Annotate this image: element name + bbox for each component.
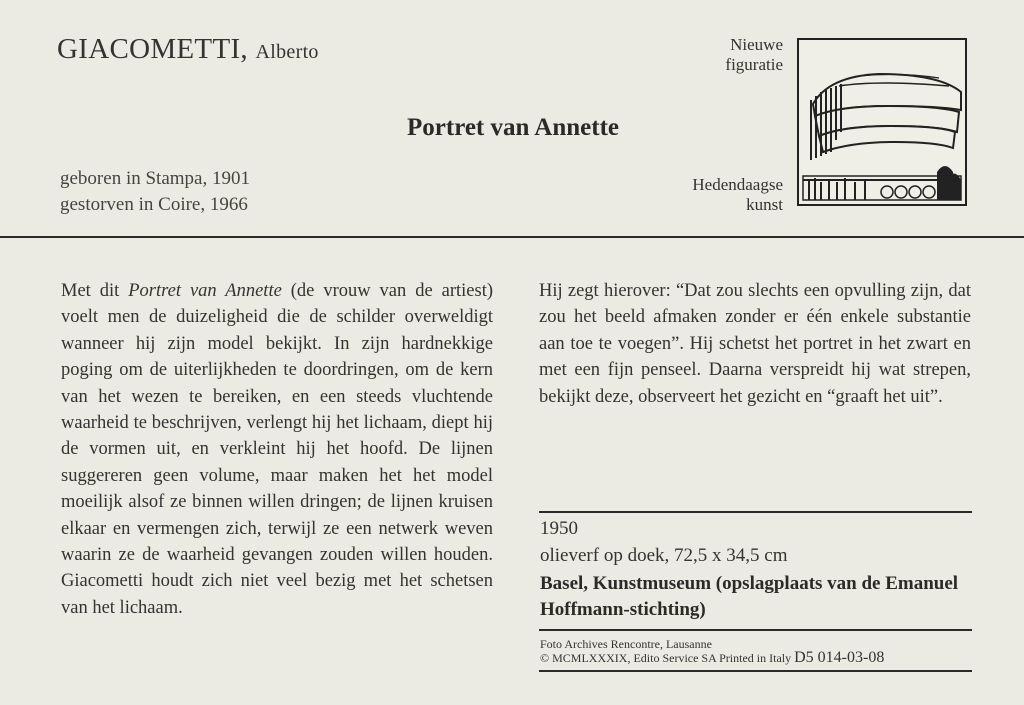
artwork-year: 1950 — [540, 518, 578, 539]
header-divider — [0, 236, 1024, 238]
category-bottom-line-1: Hedendaagse — [692, 175, 783, 194]
details-divider-top — [539, 511, 972, 513]
description-body: (de vrouw van de artiest) voelt men de duizeligheid die de schilder overweldigt wanneer hij zijn model bekijkt. In zijn hardnekkige poging om de uiterlijkheden te doordringen, om de kern van het wezen te bereiken, en een steeds vluchtende waarheid te beschrijven, verlengt hij het lichaam, diept hij de vormen uit, en verkleint hij het hoofd. De lijnen suggereren geen volume, maar maken het het model moeilijk alsof ze binnen willen dringen; de lijnen kruisen elkaar en vermengen zich, terwijl ze een netwerk weven waarin ze de waarheid gevangen zouden willen houden. Giacometti houdt zich niet veel bezig met het schetsen van het lichaam. — [61, 281, 493, 618]
category-top-line-1: Nieuwe — [730, 35, 783, 54]
description-intro: Met dit — [61, 281, 129, 301]
description-left-paragraph — [61, 278, 493, 621]
artwork-title-text: Portret van Annette — [407, 114, 619, 141]
copyright-text: © MCMLXXXIX, Edito Service SA Printed in Italy — [540, 651, 792, 665]
credits — [540, 637, 884, 665]
artwork-title — [0, 114, 1024, 142]
artist-surname: GIACOMETTI, — [57, 33, 248, 65]
category-top-line-2: figuratie — [725, 55, 783, 74]
description-left-column — [61, 278, 493, 621]
category-bottom-line-2: kunst — [746, 195, 783, 214]
artist-first-name: Alberto — [255, 41, 319, 63]
birth-info: geboren in Stampa, 1901 — [60, 168, 250, 189]
details-divider-middle — [539, 629, 972, 631]
details-divider-bottom — [539, 670, 972, 672]
category-label-top — [725, 35, 783, 75]
description-right-column — [539, 278, 971, 410]
card-code: D5 014-03-08 — [794, 649, 885, 666]
photo-credit: Foto Archives Rencontre, Lausanne — [540, 637, 712, 651]
artist-name — [57, 33, 319, 66]
artwork-location: Basel, Kunstmuseum (opslagplaats van de Emanuel Hoffmann-stichting) — [540, 573, 959, 620]
description-work-title: Portret van Annette — [128, 281, 282, 301]
death-info: gestorven in Coire, 1966 — [60, 194, 248, 215]
copyright-line — [540, 651, 884, 665]
artist-bio — [60, 166, 250, 218]
artwork-medium: olieverf op doek, 72,5 x 34,5 cm — [540, 545, 788, 566]
category-label-bottom — [692, 175, 783, 215]
description-right-paragraph: Hij zegt hierover: “Dat zou slechts een opvulling zijn, dat zou het beeld afmaken zonder er één enkele substantie aan toe te voegen”. Hij schetst het portret in het zwart en met een fijn penseel. Daarna verspreidt hij wat strepen, bekijkt deze, observeert het gezicht en “graaft het uit”. — [539, 281, 971, 407]
